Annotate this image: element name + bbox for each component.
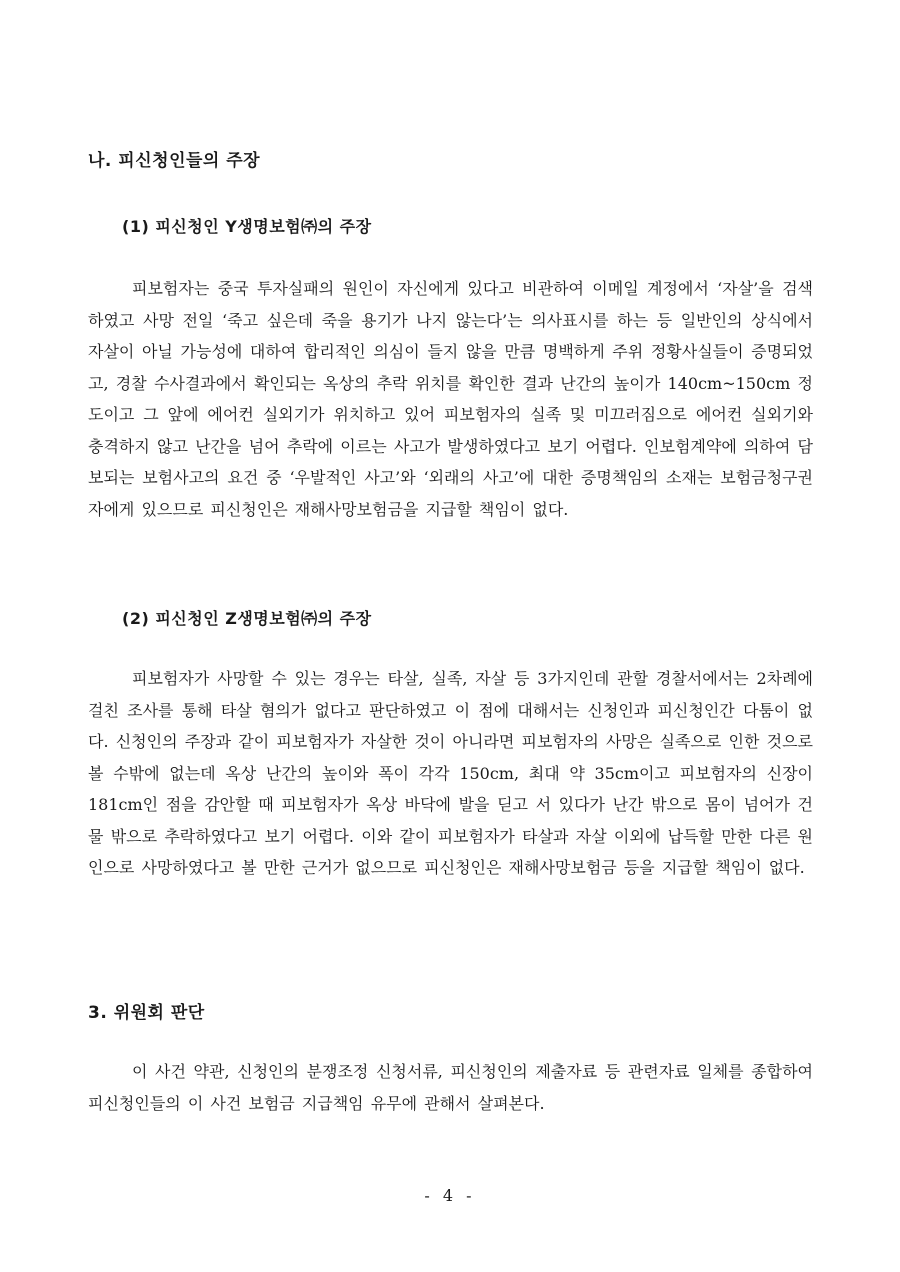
paragraph-respondent-z-claim: 피보험자가 사망할 수 있는 경우는 타살, 실족, 자살 등 3가지인데 관할 경찰서에서는 2차례에 걸친 조사를 통해 타살 혐의가 없다고 판단하였고 이 점에 대해서는 신청인과 피신청인간 다툼이 없다. 신청인의 주장과 같이 피보험자가 자살한 것이 아니라면 피보험자의 사망은 실족으로 인한 것으로 볼 수밖에 없는데 옥상 난간의 높이와 폭이 각각 150cm, 최대 약 35cm이고 피보험자의 신장이 181cm인 점을 감안할 때 피보험자가 옥상 바닥에 발을 딛고 서 있다가 난간 밖으로 몸이 넘어가 건물 밖으로 추락하였다고 보기 어렵다. 이와 같이 피보험자가 타살과 자살 이외에 납득할 만한 다른 원인으로 사망하였다고 볼 만한 근거가 없으므로 피신청인은 재해사망보험금 등을 지급할 책임이 없다. [88, 669, 813, 877]
subheading-respondent-z-claim: (2) 피신청인 Z생명보험㈜의 주장 [122, 609, 372, 628]
section-heading-respondents-claims: 나. 피신청인들의 주장 [88, 151, 261, 171]
paragraph-respondent-y-claim: 피보험자는 중국 투자실패의 원인이 자신에게 있다고 비관하여 이메일 계정에서 ‘자살’을 검색하였고 사망 전일 ‘죽고 싶은데 죽을 용기가 나지 않는다’는 의사표시를 하는 등 일반인의 상식에서 자살이 아닐 가능성에 대하여 합리적인 의심이 들지 않을 만큼 명백하게 주위 정황사실들이 증명되었고, 경찰 수사결과에서 확인되는 옥상의 추락 위치를 확인한 결과 난간의 높이가 140cm~150cm 정도이고 그 앞에 에어컨 실외기가 위치하고 있어 피보험자의 실족 및 미끄러짐으로 에어컨 실외기와 충격하지 않고 난간을 넘어 추락에 이르는 사고가 발생하였다고 보기 어렵다. 인보험계약에 의하여 담보되는 보험사고의 요건 중 ‘우발적인 사고’와 ‘외래의 사고’에 대한 증명책임의 소재는 보험금청구권자에게 있으므로 피신청인은 재해사망보험금을 지급할 책임이 없다. [88, 279, 813, 519]
subheading-respondent-y-claim: (1) 피신청인 Y생명보험㈜의 주장 [122, 217, 372, 236]
paragraph-committee-judgment: 이 사건 약관, 신청인의 분쟁조정 신청서류, 피신청인의 제출자료 등 관련자료 일체를 종합하여 피신청인들의 이 사건 보험금 지급책임 유무에 관해서 살펴본다. [88, 1062, 813, 1113]
page-number: - 4 - [424, 1186, 476, 1205]
section-heading-committee-judgment: 3. 위원회 판단 [88, 1003, 205, 1023]
